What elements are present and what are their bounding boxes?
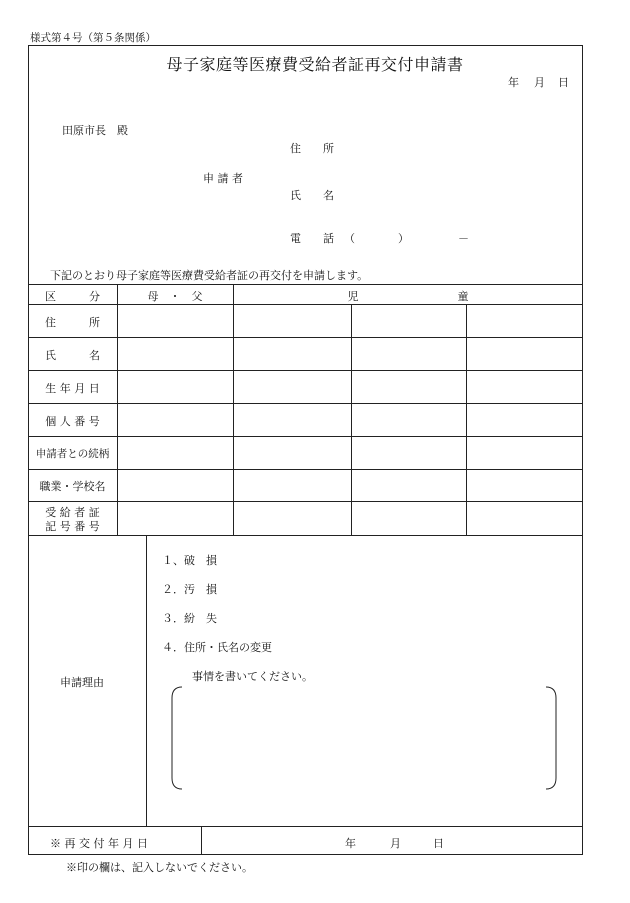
row-label-certificate: 受 給 者 証 <box>45 506 100 519</box>
table-line <box>28 337 583 338</box>
date-year-label: 年 <box>508 76 519 89</box>
table-line <box>28 501 583 502</box>
table-line <box>233 284 234 535</box>
reissue-day-label: 日 <box>433 837 444 850</box>
reissue-year-label: 年 <box>345 837 356 850</box>
statement: 下記のとおり母子家庭等医療費受給者証の再交付を申請します。 <box>50 269 369 282</box>
applicant-label: 申 請 者 <box>203 172 243 185</box>
table-line <box>117 284 118 535</box>
row-label-address: 住 所 <box>45 316 100 329</box>
row-label-personal-number: 個 人 番 号 <box>45 415 100 428</box>
footer-note: ※印の欄は、記入しないでください。 <box>66 861 253 874</box>
row-label-birthdate: 生 年 月 日 <box>45 382 100 395</box>
reason-divider <box>146 535 147 826</box>
form-number: 様式第４号（第５条関係） <box>30 32 156 44</box>
header-parent: 母 ・ 父 <box>147 290 203 303</box>
row-label-certificate-number: 記 号 番 号 <box>45 520 100 533</box>
table-line <box>28 436 583 437</box>
reason-option-change: ４．住所・氏名の変更 <box>162 641 272 654</box>
phone-dash: － <box>458 232 469 245</box>
table-line <box>28 403 583 404</box>
table-line <box>28 370 583 371</box>
table-line <box>466 304 467 535</box>
footer-line <box>28 826 583 827</box>
reason-option-damage: １、破 損 <box>162 554 217 567</box>
date-day-label: 日 <box>558 76 569 89</box>
address-label: 住 所 <box>290 142 334 155</box>
addressee: 田原市長 殿 <box>62 124 128 137</box>
reissue-date-label: ※ 再 交 付 年 月 日 <box>50 837 148 850</box>
table-line <box>28 469 583 470</box>
footer-divider <box>201 826 202 855</box>
reason-label: 申請理由 <box>60 676 104 689</box>
header-child: 児 童 <box>347 290 469 303</box>
page-title: 母子家庭等医療費受給者証再交付申請書 <box>166 55 464 74</box>
row-label-occupation: 職業・学校名 <box>39 480 106 493</box>
reason-option-lost: ３．紛 失 <box>162 612 217 625</box>
phone-close-paren: ） <box>398 232 409 245</box>
name-label: 氏 名 <box>290 189 334 202</box>
reason-detail-box <box>170 686 558 790</box>
reissue-month-label: 月 <box>390 837 401 850</box>
date-month-label: 月 <box>534 76 545 89</box>
table-line <box>351 304 352 535</box>
reason-detail-prompt: 事情を書いてください。 <box>192 670 313 683</box>
phone-label: 電 話 <box>290 232 334 245</box>
table-line <box>28 535 583 536</box>
row-label-name: 氏 名 <box>45 349 100 362</box>
table-line <box>28 284 583 285</box>
table-line <box>28 304 583 305</box>
row-label-relationship: 申請者との続柄 <box>35 448 110 460</box>
header-category: 区 分 <box>45 290 100 303</box>
phone-open-paren: （ <box>344 232 355 245</box>
reason-option-soiled: ２．汚 損 <box>162 583 217 596</box>
